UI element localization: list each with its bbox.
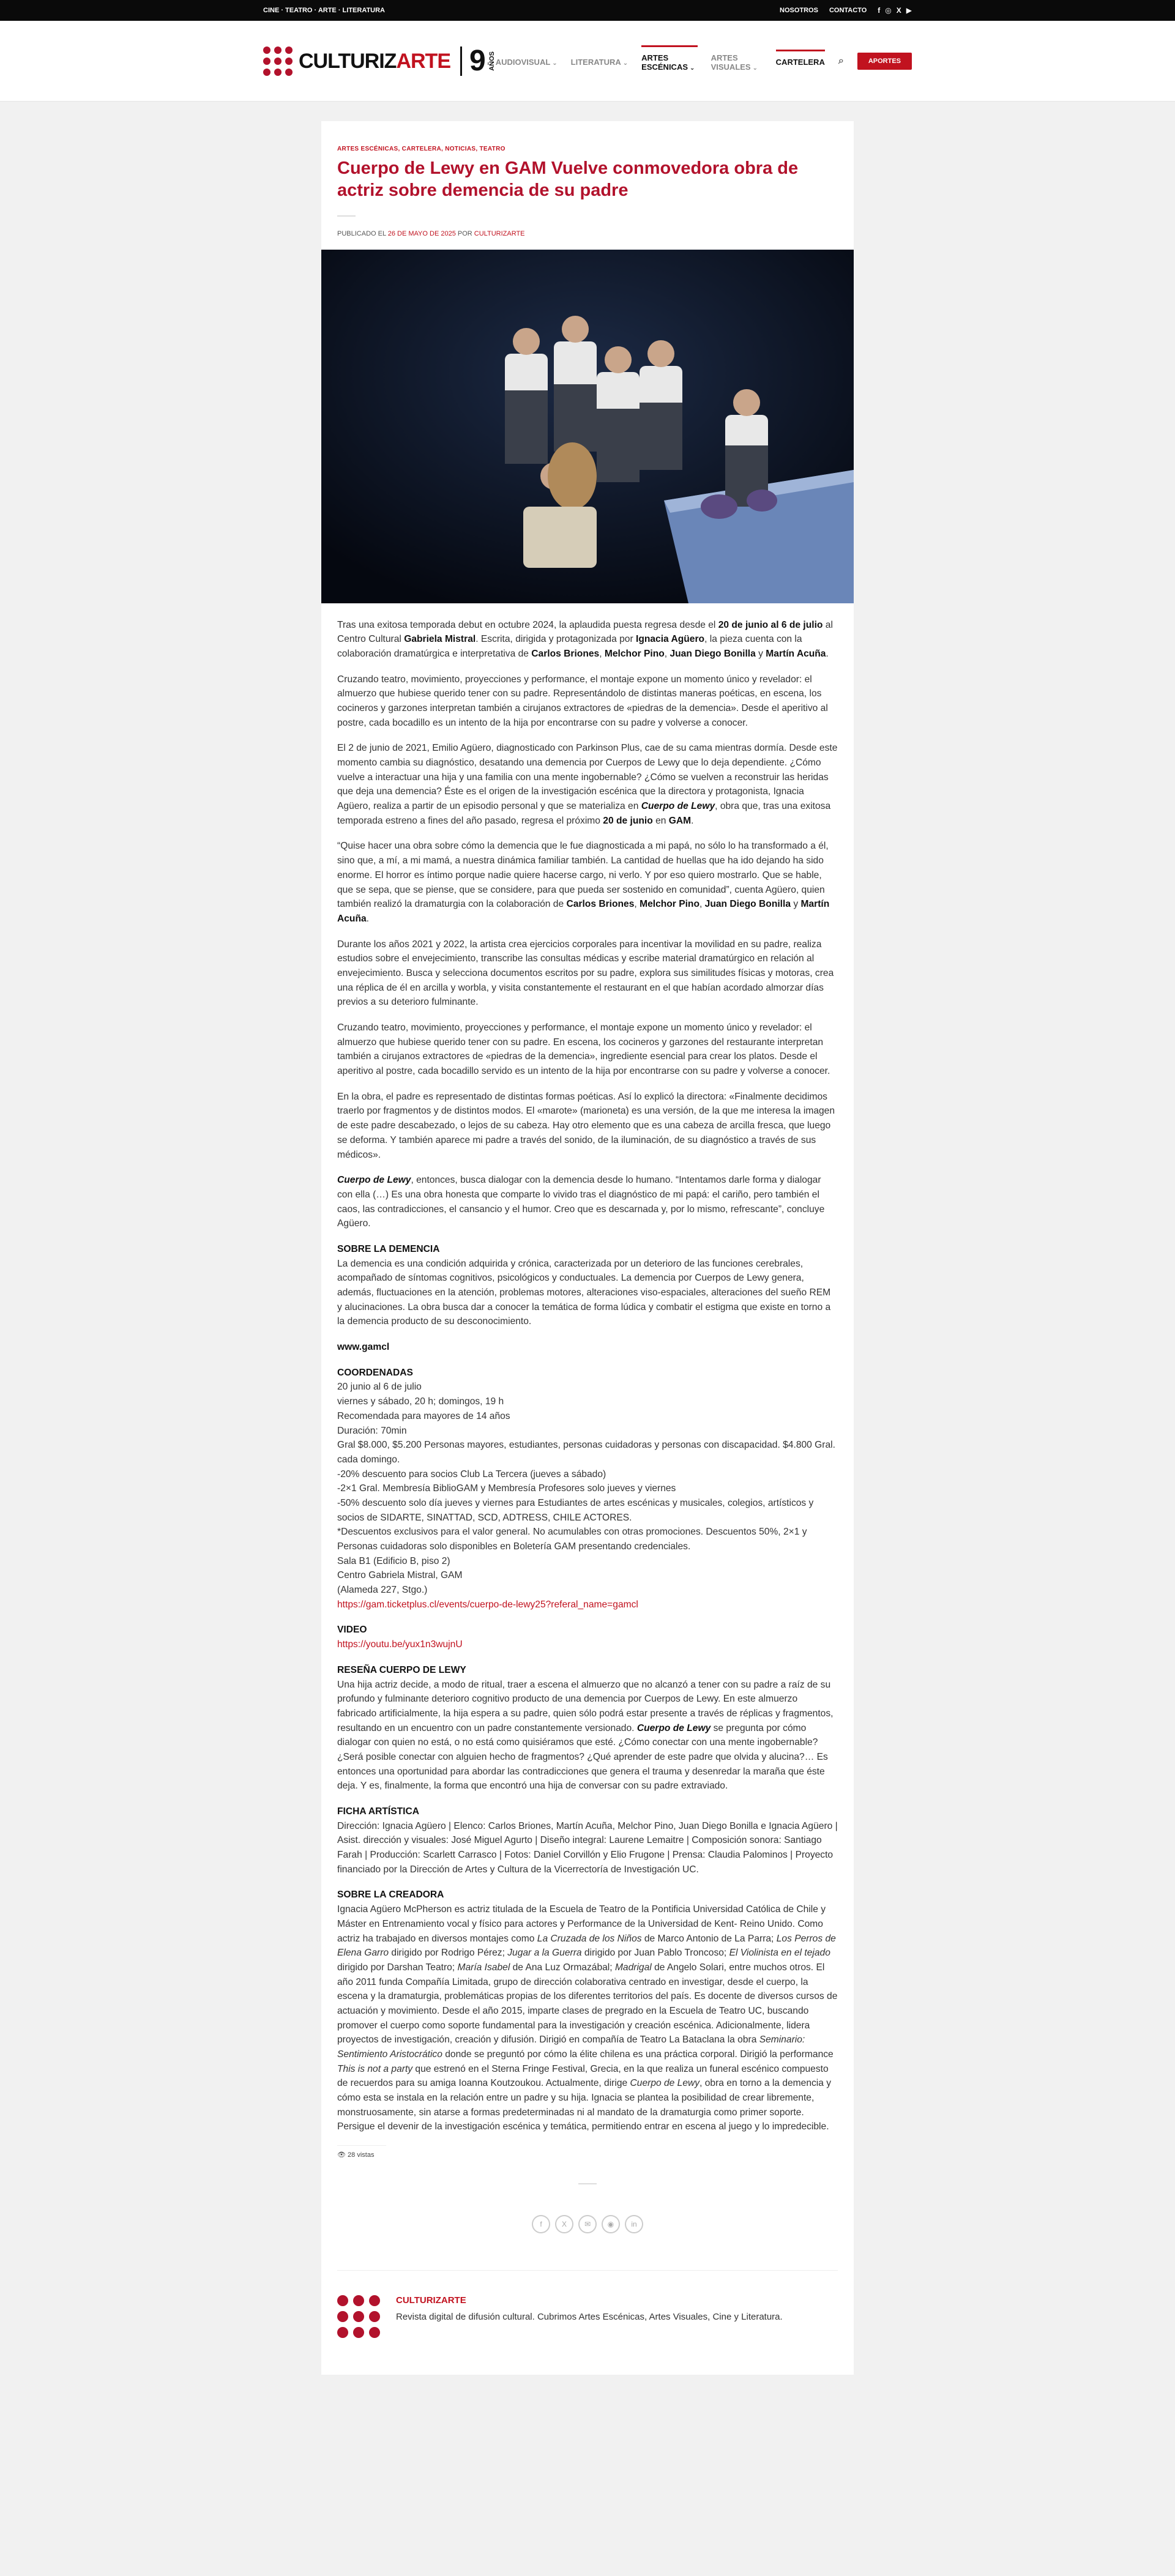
article [321, 121, 854, 2375]
article-paragraph: SOBRE LA CREADORA Ignacia Agüero McPherson es actriz titulada de la Escuela de Teatro de la Pontificia Universidad Católica de Chile y Máster en Entrenamiento vocal y físico para actores y Performance de la Universidad de Kent- Reino Unido. Como actriz ha trabajado en diversos montajes como La Cruzada de los Niños de Marco Antonio de La Parra; Los Perros de Elena Garro dirigido por Rodrigo Pérez; Jugar a la Guerra dirigido por Juan Pablo Troncoso; El Violinista en el tejado dirigido por Darshan Teatro; María Isabel de Ana Luz Ormazábal; Madrigal de Angelo Solari, entre muchos otros. El año 2011 funda Compañía Limitada, grupo de dirección colaborativa centrado en investigar, desde el cuerpo, la escena y la dramaturgia, problemáticas propias de los diferentes territorios del país. Es docente de diversos cursos de actuación y movimiento. Desde el año 2015, imparte clases de pregrado en la Escuela de Teatro UC, buscando promover el cuerpo como soporte fundamental para la investigación y creación escénica. Adicionalmente, lidera proyectos de investigación, creación y difusión. Dirigió en compañía de Teatro La Bataclana la obra Seminario: Sentimiento Aristocrático donde se preguntó por cómo la élite chilena es una práctica corporal. Dirigió la performance This is not a party que estrenó en el Sterna Fringe Festival, Grecia, en la que realiza un funeral escénico compuesto de recuerdos para su amiga Ioanna Koutzoukou. Actualmente, dirige Cuerpo de Lewy, obra en torno a la demencia y cómo esta se instala en la relación entre un padre y su hija. Ignacia se plantea la posibilidad de crear libremente, monstruosamente, sin atarse a formas predeterminadas ni al mandato de la dramaturgia como primer soporte. Persigue el devenir de la investigación escénica y temática, permitiendo entrar en escena al juego y lo impredecible. [337, 1889, 838, 2132]
article-paragraph: Cruzando teatro, movimiento, proyecciones y performance, el montaje expone un momento único y revelador: el almuerzo que hubiese querido tener con su padre. Representándolo de distintas maneras poéticas, en escena, los cocineros y garzones interpretan también a cirujanos extractores de «piedras de la demencia». Desde el aperitivo al postre, cada bocadillo es un intento de la hija por encontrarse con su padre y volverse a conocer. [337, 674, 828, 728]
logo-years-number: 9 [469, 45, 486, 77]
share-divider [578, 2183, 597, 2184]
logo-years-word: AÑOS [488, 51, 496, 71]
article-paragraph: FICHA ARTÍSTICA Dirección: Ignacia Agüero | Elenco: Carlos Briones, Martín Acuña, Melchor Pino, Juan Diego Bonilla e Ignacia Agüero | Asist. dirección y visuales: José Miguel Agurto | Diseño integral: Laurene Lemaitre | Composición sonora: Santiago Farah | Producción: Scarlett Carrasco | Fotos: Daniel Corvillón y Elio Frugone | Prensa: Claudia Palominos | Proyecto financiado por la Dirección de Artes y Cultura de la Vicerrectoría de Investigación UC. [337, 1806, 838, 1875]
main-nav [496, 45, 912, 78]
x-icon[interactable]: X [896, 6, 901, 15]
article-title: Cuerpo de Lewy en GAM Vuelve conmovedora obra de actriz sobre demencia de su padre [337, 158, 799, 201]
article-paragraph: VIDEO https://youtu.be/yux1n3wujnU [337, 1625, 463, 1650]
article-paragraph: RESEÑA CUERPO DE LEWY Una hija actriz decide, a modo de ritual, traer a escena el almuerzo que no alcanzó a tener con su padre a raíz de su profundo y fulminante deterioro cognitivo producto de una demencia por Cuerpos de Lewy. En este almuerzo fabricado artificialmente, la hija espera a su padre, quien sólo podrá estar presente a través de réplicas y fragmentos, resultando en un encuentro con un padre constantemente versionado. Cuerpo de Lewy se pregunta por cómo dialogar con quien no está, o no está como quisiéramos que esté. ¿Cómo conectar con una mente ingobernable? ¿Será posible conectar con alguien hecho de fragmentos? ¿Qué aprender de este padre que olvida y alucina?… Es entonces una oportunidad para abordar las contradicciones que genera el trauma y desenredar la maraña que éste deja. Y es, finalmente, la forma que encontró una hija de conversar con su padre extraviado. [337, 1664, 834, 1792]
share-buttons [321, 2215, 854, 2233]
hero-image [321, 250, 854, 603]
article-paragraph: SOBRE LA DEMENCIA La demencia es una condición adquirida y crónica, caracterizada por un deterioro de las funciones cerebrales, acompañado de síntomas cognitivos, psicológicos y conductuales. La demencia por Cuerpos de Lewy genera, además, fluctuaciones en la atención, problemas motores, alteraciones viso-espaciales, alteraciones del sueño REM y alucinaciones. La obra busca dar a conocer la temática de forma lúdica y combatir el estigma que existe en torno a la demencia producto de su desconocimiento. [337, 1243, 831, 1327]
article-paragraph: Durante los años 2021 y 2022, la artista crea ejercicios corporales para incentivar la movilidad en su padre, realiza estudios sobre el envejecimiento, transcribe las consultas médicas y escribe material dramatúrgico en relación al envejecimiento. Busca y selecciona documentos escritos por su padre, explora sus similitudes físicas y motoras, crea una réplica de él en arcilla y worbla, y visita constantemente el restaurant en el que habían acordado almorzar días previos a su deterioro fulminante. [337, 939, 834, 1008]
article-paragraph: www.gamcl [337, 1342, 390, 1353]
chevron-down-icon: ⌄ [690, 64, 695, 72]
logo-text-black: CULTURIZ [299, 49, 397, 73]
article-paragraph: Tras una exitosa temporada debut en octubre 2024, la aplaudida puesta regresa desde el 20 de junio al 6 de julio al Centro Cultural Gabriela Mistral. Escrita, dirigida y protagonizada por Ignacia Agüero, la pieza cuenta con la colaboración dramatúrgica e interpretativa de Carlos Briones, Melchor Pino, Juan Diego Bonilla y Martín Acuña. [337, 619, 833, 659]
logo-text-red: ARTE [396, 49, 451, 73]
author-box [337, 2270, 838, 2338]
facebook-icon[interactable]: f [878, 6, 881, 15]
nav-literatura[interactable]: LITERATURA ⌄ [570, 58, 629, 67]
view-count: 👁 28 vistas [337, 2145, 386, 2159]
top-bar [0, 0, 1175, 21]
nav-artes-escenicas[interactable]: ARTES ESCÉNICAS ⌄ [641, 45, 697, 78]
aportes-button[interactable]: APORTES [857, 53, 912, 70]
nav-artes-visuales[interactable]: ARTES VISUALES ⌄ [711, 53, 758, 72]
nosotros-link[interactable]: NOSOTROS [780, 7, 818, 14]
search-icon[interactable]: ⌕ [838, 56, 844, 66]
article-paragraph: En la obra, el padre es representado de distintas formas poéticas. Así lo explicó la directora: «Finalmente decidimos traerlo por fragmentos y de distintos modos. El «marote» (marioneta) es una versión, de la que me interesa la imagen de este padre descabezado, o lejos de su cabeza. Hay otro elemento que es una cabeza de arcilla fresca, que luego se deforma. Y también aparece mi padre a través del sonido, de la iluminación, de su diagnóstico a través de sus médicos». [337, 1091, 835, 1160]
chevron-down-icon: ⌄ [552, 60, 558, 67]
instagram-icon[interactable]: ◎ [885, 6, 892, 15]
article-body [321, 603, 854, 2135]
share-email-icon[interactable]: ✉ [578, 2215, 597, 2233]
article-paragraph: Cuerpo de Lewy, entonces, busca dialogar con la demencia desde lo humano. “Intentamos darle forma y dialogar con ella (…) Es una obra honesta que comparte lo vivido tras el diagnóstico de mi papá: el cariño, pero también el caos, las contradicciones, el cansancio y el humor. Creo que es descarnada y, por lo mismo, refrescante”, concluye Agüero. [337, 1175, 825, 1229]
chevron-down-icon: ⌄ [622, 60, 629, 67]
share-linkedin-icon[interactable]: in [625, 2215, 643, 2233]
article-paragraph: El 2 de junio de 2021, Emilio Agüero, diagnosticado con Parkinson Plus, cae de su cama mientras dormía. Desde este momento cambia su diagnóstico, desatando una demencia por Cuerpos de Lewy que lo deja dependiente. ¿Cómo vuelve a interactuar una hija y una familia con una mente ingobernable? ¿Cómo se vuelven a reconstruir las heridas que deja una demencia? Éste es el origen de la investigación escénica que la directora y protagonista, Ignacia Agüero, realiza a partir de un episodio personal y que se materializa en Cuerpo de Lewy, obra que, tras una exitosa temporada estreno a fines del año pasado, regresa el próximo 20 de junio en GAM. [337, 743, 838, 826]
logo-dots-icon [263, 47, 293, 76]
author-logo-icon [337, 2295, 380, 2338]
chevron-down-icon: ⌄ [752, 64, 758, 72]
article-paragraph: “Quise hacer una obra sobre cómo la demencia que le fue diagnosticada a mi papá, no sólo lo ha transformado a él, sino que, a mí, a mi mamá, a nuestra dinámica familiar también. La cantidad de huellas que ha ido dejando ha sido enorme. El horror es íntimo porque nadie quiere hacerse cargo, ni verlo. Y por eso quiero mostrarlo. Que se hable, que se sepa, que se piense, que se considere, para que pueda ser sostenido en comunidad”, cuenta Agüero, quien también realizó la dramaturgia con la colaboración de Carlos Briones, Melchor Pino, Juan Diego Bonilla y Martín Acuña. [337, 841, 830, 924]
publish-date[interactable]: 26 DE MAYO DE 2025 [387, 229, 456, 237]
site-logo[interactable] [263, 47, 496, 76]
article-paragraph: COORDENADAS 20 junio al 6 de julio viernes y sábado, 20 h; domingos, 19 h Recomendada para mayores de 14 años Duración: 70min Gral $8.000, $5.200 Personas mayores, estudiantes, personas cuidadoras y personas con discapacidad. $4.800 Gral. cada domingo. -20% descuento para socios Club La Tercera (jueves a sábado) -2×1 Gral. Membresía BiblioGAM y Membresía Profesores solo jueves y viernes -50% descuento solo día jueves y viernes para Estudiantes de artes escénicas y musicales, colegios, artísticos y socios de SIDARTE, SINATTAD, SCD, ADTRESS, CHILE ACTORES. *Descuentos exclusivos para el valor general. No acumulables con otras promociones. Descuentos 50%, 2×1 y Personas cuidadoras solo disponibles en Boletería GAM presentando credenciales. Sala B1 (Edificio B, piso 2) Centro Gabriela Mistral, GAM (Alameda 227, Stgo.) https://gam.ticketplus.cl/events/cuerpo-de-lewy25?referal_name=gamcl [337, 1367, 835, 1610]
share-facebook-icon[interactable]: f [532, 2215, 550, 2233]
article-paragraph: Cruzando teatro, movimiento, proyecciones y performance, el montaje expone un momento único y revelador: el almuerzo que hubiese querido tener con su padre. En escena, los cocineros y garzones del restaurante interpretan también a cirujanos extractores de «piedras de la demencia», ingrediente esencial para crear los platos. Desde el aperitivo al postre, cada bocadillo servido es un intento de la hija por encontrarse con su padre y volverse a conocer. [337, 1022, 830, 1077]
tagline: CINE · TEATRO · ARTE · LITERATURA [263, 7, 385, 14]
publish-meta: PUBLICADO EL 26 DE MAYO DE 2025 POR CULTURIZARTE [337, 229, 525, 237]
nav-audiovisual[interactable]: AUDIOVISUAL ⌄ [495, 58, 558, 67]
share-x-icon[interactable]: X [555, 2215, 573, 2233]
contacto-link[interactable]: CONTACTO [829, 7, 867, 14]
youtube-icon[interactable]: ▶ [906, 6, 912, 15]
title-divider [337, 215, 356, 217]
author-name[interactable]: CULTURIZARTE [396, 2295, 466, 2306]
publish-author[interactable]: CULTURIZARTE [474, 229, 525, 237]
author-description: Revista digital de difusión cultural. Cubrimos Artes Escénicas, Artes Visuales, Cine y Literatura. [396, 2312, 783, 2323]
nav-cartelera[interactable]: CARTELERA [776, 50, 825, 73]
eye-icon: 👁 [337, 2151, 346, 2159]
share-pinterest-icon[interactable]: ◉ [602, 2215, 620, 2233]
site-header [0, 21, 1175, 102]
article-categories[interactable]: ARTES ESCÉNICAS, CARTELERA, NOTICIAS, TEATRO [337, 146, 505, 152]
